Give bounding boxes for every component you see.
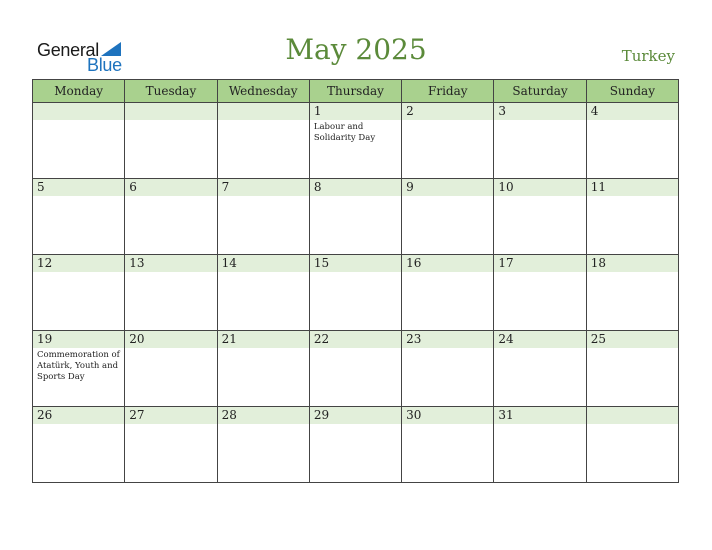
day-cell (33, 331, 125, 407)
weekday-header-saturday: Saturday (494, 80, 586, 103)
day-number: 26 (33, 407, 124, 424)
weekday-header-tuesday: Tuesday (125, 80, 217, 103)
day-cell (309, 407, 401, 483)
day-number: 28 (218, 407, 309, 424)
day-number: 19 (33, 331, 124, 348)
country-label: Turkey (621, 47, 675, 65)
day-number: 20 (125, 331, 216, 348)
logo-text-general: General (37, 40, 99, 60)
day-number: 25 (587, 331, 678, 348)
day-cell (217, 179, 309, 255)
day-number: 29 (310, 407, 401, 424)
weekday-header-monday: Monday (33, 80, 125, 103)
week-row (33, 179, 679, 255)
day-number: 9 (402, 179, 493, 196)
day-cell (402, 103, 494, 179)
logo-text-blue: Blue (87, 55, 122, 75)
day-number: 15 (310, 255, 401, 272)
day-cell (586, 407, 678, 483)
day-number: 4 (587, 103, 678, 120)
day-number: 2 (402, 103, 493, 120)
day-cell (33, 179, 125, 255)
day-cell (494, 103, 586, 179)
day-cell (402, 179, 494, 255)
day-cell (125, 179, 217, 255)
week-row (33, 103, 679, 179)
day-cell (125, 255, 217, 331)
day-number: 22 (310, 331, 401, 348)
holiday-label: Labour and Solidarity Day (313, 122, 376, 143)
day-cell (402, 255, 494, 331)
day-cell (33, 103, 125, 179)
day-number: 31 (494, 407, 585, 424)
day-cell (309, 103, 401, 179)
day-cell (125, 407, 217, 483)
calendar-title: May 2025 (285, 33, 427, 66)
day-number (587, 407, 678, 424)
day-number: 7 (218, 179, 309, 196)
day-number (218, 103, 309, 120)
weekday-header-sunday: Sunday (586, 80, 678, 103)
day-number: 17 (494, 255, 585, 272)
day-cell (494, 179, 586, 255)
day-cell (217, 103, 309, 179)
day-number: 30 (402, 407, 493, 424)
day-cell (217, 407, 309, 483)
day-cell (309, 255, 401, 331)
week-row (33, 407, 679, 483)
weekday-header-thursday: Thursday (309, 80, 401, 103)
day-cell (586, 331, 678, 407)
day-number: 24 (494, 331, 585, 348)
weekday-header-friday: Friday (402, 80, 494, 103)
day-number: 13 (125, 255, 216, 272)
day-number: 10 (494, 179, 585, 196)
day-number: 8 (310, 179, 401, 196)
day-cell (494, 407, 586, 483)
week-row (33, 255, 679, 331)
day-cell (402, 331, 494, 407)
day-cell (33, 407, 125, 483)
day-cell (586, 255, 678, 331)
day-number: 16 (402, 255, 493, 272)
weekday-header-wednesday: Wednesday (217, 80, 309, 103)
weekday-header-row (33, 80, 679, 103)
day-cell (494, 331, 586, 407)
calendar-grid (32, 79, 679, 483)
day-number: 14 (218, 255, 309, 272)
day-number: 6 (125, 179, 216, 196)
day-cell (586, 103, 678, 179)
day-cell (309, 179, 401, 255)
day-cell (309, 331, 401, 407)
day-number: 12 (33, 255, 124, 272)
day-cell (125, 331, 217, 407)
day-cell (33, 255, 125, 331)
day-number: 21 (218, 331, 309, 348)
day-number: 3 (494, 103, 585, 120)
day-number: 23 (402, 331, 493, 348)
day-number: 11 (587, 179, 678, 196)
day-number: 18 (587, 255, 678, 272)
holiday-label: Commemoration of Atatürk, Youth and Sports Day (37, 350, 120, 382)
day-cell (217, 255, 309, 331)
day-cell (586, 179, 678, 255)
day-cell (125, 103, 217, 179)
day-number (33, 103, 124, 120)
day-number (125, 103, 216, 120)
day-number: 27 (125, 407, 216, 424)
week-row (33, 331, 679, 407)
day-number: 1 (310, 103, 401, 120)
day-cell (494, 255, 586, 331)
day-number: 5 (33, 179, 124, 196)
day-cell (217, 331, 309, 407)
day-cell (402, 407, 494, 483)
